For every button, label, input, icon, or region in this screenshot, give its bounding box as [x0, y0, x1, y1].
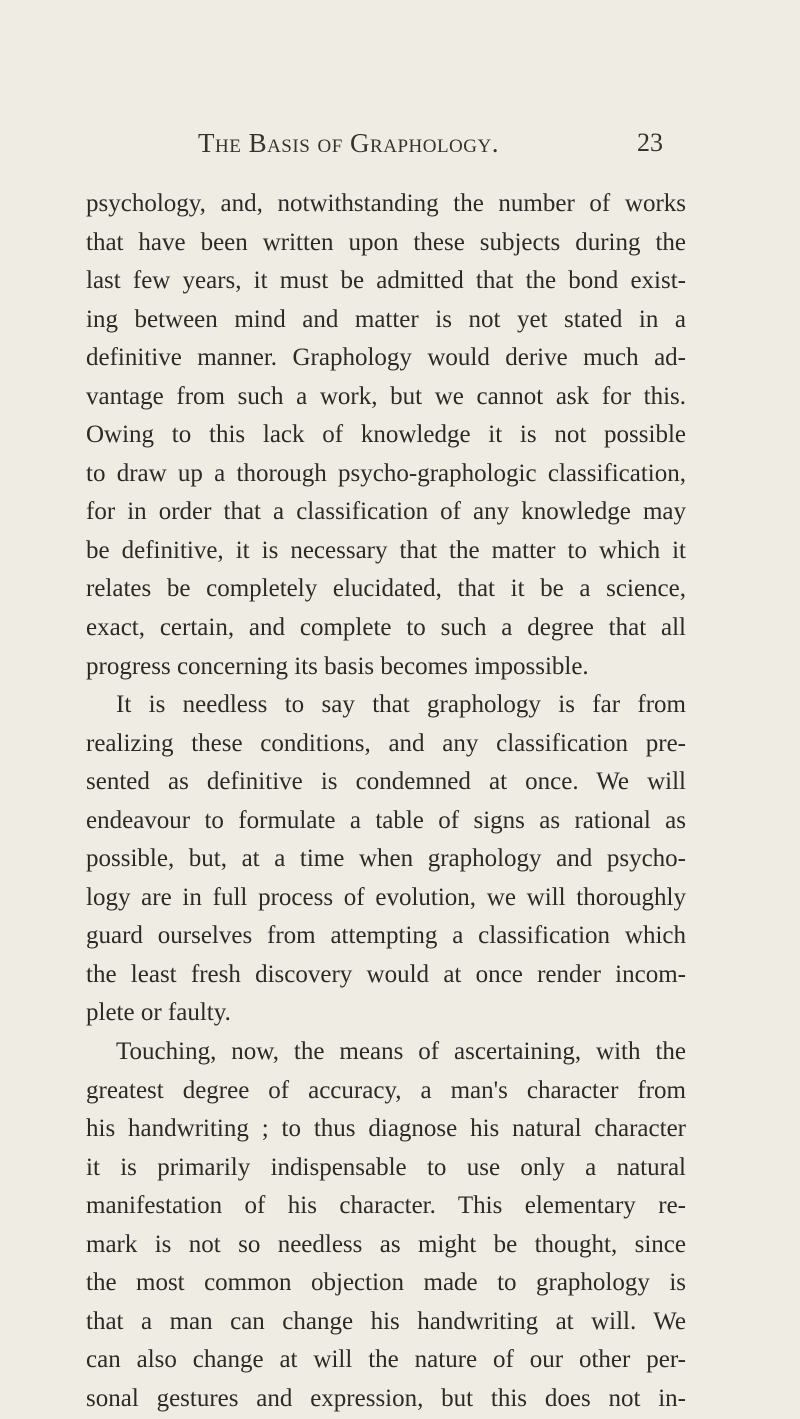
text-line: be definitive, it is necessary that the matter to which it: [86, 536, 686, 564]
text-line: endeavour to formulate a table of signs as rational as: [86, 806, 686, 834]
paragraph-last-line: progress concerning its basis becomes impossible.: [86, 652, 589, 680]
text-line: the least fresh discovery would at once render incom-: [86, 960, 686, 988]
text-line: that have been written upon these subjects during the: [86, 228, 686, 256]
text-line: manifestation of his character. This elementary re-: [86, 1192, 686, 1220]
paragraph-first-line: It is needless to say that graphology is far from: [116, 691, 686, 719]
text-line: that a man can change his handwriting at will. We: [86, 1307, 686, 1335]
text-line: vantage from such a work, but we cannot ask for this.: [86, 382, 686, 410]
text-line: sented as definitive is condemned at once. We will: [86, 768, 686, 796]
text-line: mark is not so needless as might be thought, since: [86, 1230, 686, 1258]
text-line: sonal gestures and expression, but this does not in-: [86, 1384, 686, 1412]
text-line: logy are in full process of evolution, we will thoroughly: [86, 883, 686, 911]
text-line: for in order that a classification of any knowledge may: [86, 498, 686, 526]
text-line: definitive manner. Graphology would derive much ad-: [86, 344, 686, 372]
running-head: [0, 128, 800, 164]
text-line: his handwriting ; to thus diagnose his natural character: [86, 1115, 686, 1143]
text-line: exact, certain, and complete to such a degree that all: [86, 614, 686, 642]
text-line: the most common objection made to graphology is: [86, 1269, 686, 1297]
page-number: 23: [637, 128, 663, 157]
text-line: greatest degree of accuracy, a man's character from: [86, 1076, 686, 1104]
text-line: possible, but, at a time when graphology and psycho-: [86, 845, 686, 873]
text-line: Owing to this lack of knowledge it is not possible: [86, 421, 686, 449]
text-line: psychology, and, notwithstanding the number of works: [86, 190, 686, 217]
text-line: realizing these conditions, and any classification pre-: [86, 729, 686, 757]
running-head-title: The Basis of Graphology.: [198, 128, 499, 158]
text-line: it is primarily indispensable to use only a natural: [86, 1153, 686, 1181]
paragraph-last-line: plete or faulty.: [86, 999, 231, 1027]
body-text: [86, 185, 686, 1419]
text-line: to draw up a thorough psycho-graphologic classification,: [86, 459, 686, 487]
text-line: relates be completely elucidated, that it be a science,: [86, 575, 686, 603]
text-line: can also change at will the nature of our other per-: [86, 1346, 686, 1374]
text-line: last few years, it must be admitted that the bond exist-: [86, 267, 686, 295]
text-line: guard ourselves from attempting a classification which: [86, 922, 686, 950]
text-line: ing between mind and matter is not yet stated in a: [86, 305, 686, 333]
paragraph-first-line: Touching, now, the means of ascertaining, with the: [116, 1038, 686, 1066]
